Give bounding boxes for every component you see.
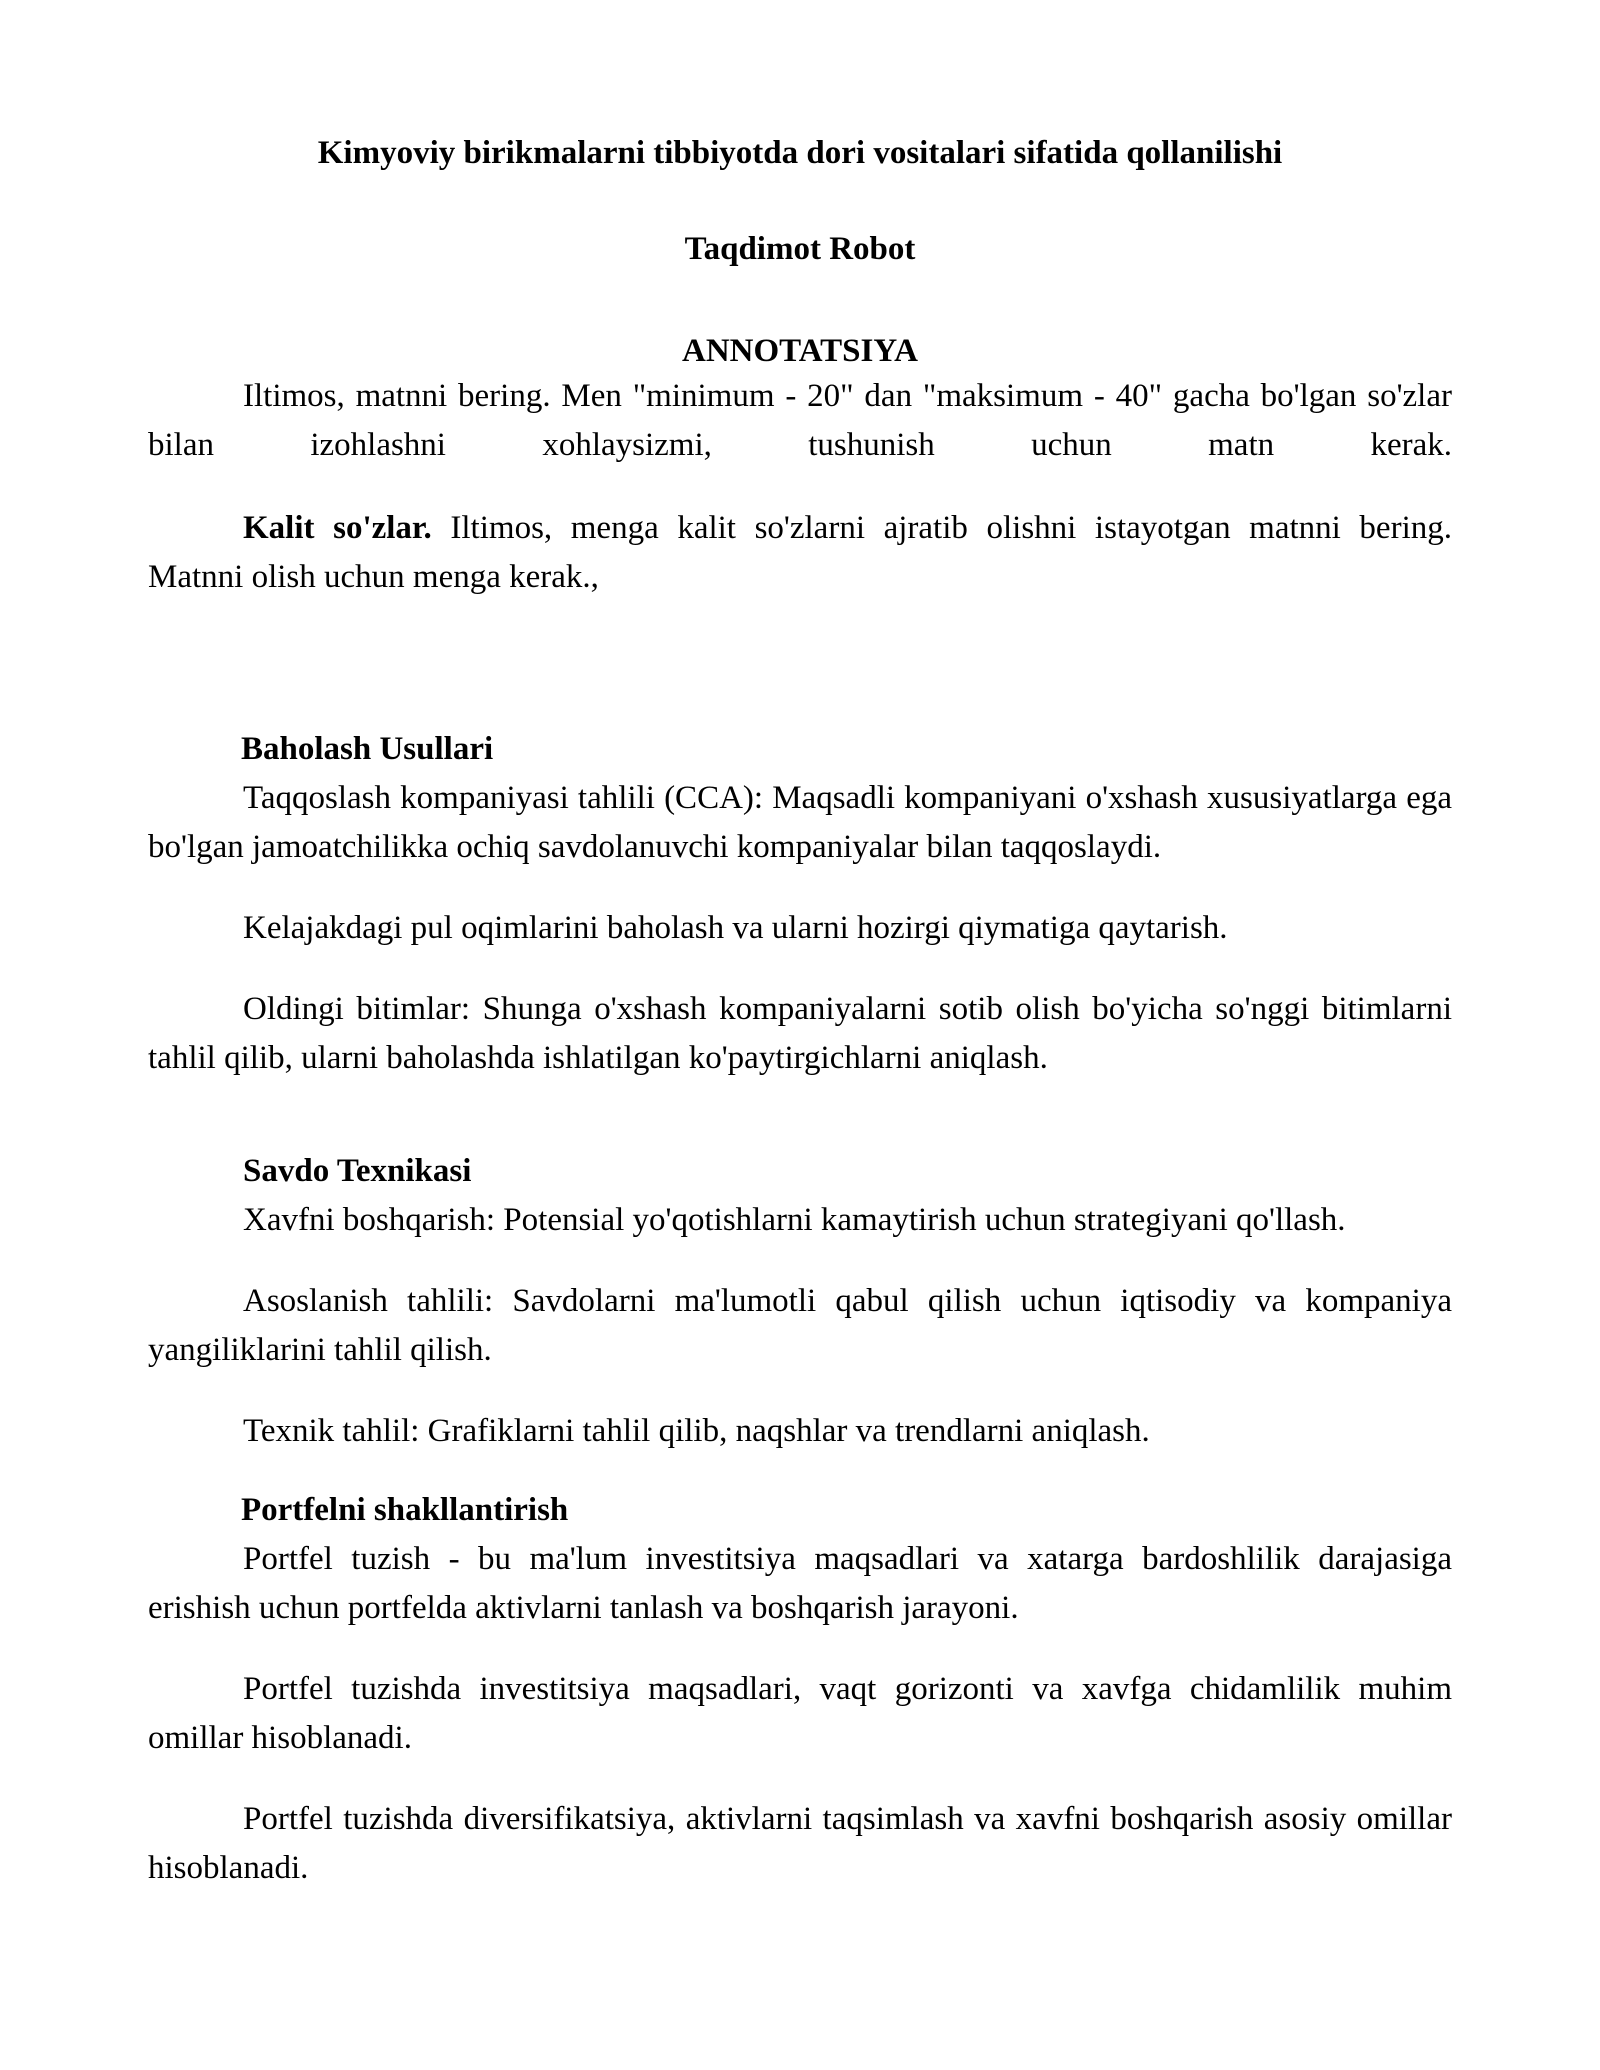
keywords-paragraph [148,504,1452,602]
section-paragraph: Oldingi bitimlar: Shunga o'xshash kompaniyalarni sotib olish bo'yicha so'nggi bitimlarni tahlil qilib, ularni baholashda ishlatilgan ko'paytirgichlarni aniqlash. [148,990,1452,1076]
keywords-text: Iltimos, menga kalit so'zlarni ajratib olishni istayotgan matnni bering. Matnni olish uchun menga kerak., [148,509,1452,595]
section-paragraph: Kelajakdagi pul oqimlarini baholash va ularni hozirgi qiymatiga qaytarish. [243,909,1228,946]
section-paragraph: Texnik tahlil: Grafiklarni tahlil qilib, naqshlar va trendlarni aniqlash. [243,1412,1150,1449]
section-paragraph: Asoslanish tahlili: Savdolarni ma'lumotli qabul qilish uchun iqtisodiy va kompaniya yangiliklarini tahlil qilish. [148,1282,1452,1368]
section-paragraph: Portfel tuzishda diversifikatsiya, aktivlarni taqsimlash va xavfni boshqarish asosiy omillar hisoblanadi. [148,1800,1452,1886]
section-heading-baholash: Baholash Usullari [241,730,494,767]
annotation-heading: ANNOTATSIYA [682,333,918,370]
keywords-label: Kalit so'zlar. [243,509,432,546]
document-title: Kimyoviy birikmalarni tibbiyotda dori vositalari sifatida qollanilishi [317,135,1283,171]
section-paragraph: Xavfni boshqarish: Potensial yo'qotishlarni kamaytirish uchun strategiyani qo'llash. [243,1201,1346,1238]
annotation-text: Iltimos, matnni bering. Men "minimum - 20" dan "maksimum - 40" gacha bo'lgan so'zlar bilan izohlashni xohlaysizmi, tushunish uchun matn kerak. [148,377,1452,463]
section-heading-savdo: Savdo Texnikasi [243,1152,472,1189]
document-author: Taqdimot Robot [684,230,916,267]
section-paragraph: Portfel tuzishda investitsiya maqsadlari, vaqt gorizonti va xavfga chidamlilik muhim omillar hisoblanadi. [148,1670,1452,1756]
section-heading-portfel: Portfelni shakllantirish [241,1491,569,1528]
document-page [148,0,1452,1893]
section-paragraph: Taqqoslash kompaniyasi tahlili (CCA): Maqsadli kompaniyani o'xshash xususiyatlarga ega bo'lgan jamoatchilikka ochiq savdolanuvchi kompaniyalar bilan taqqoslaydi. [148,779,1452,865]
section-paragraph: Portfel tuzish - bu ma'lum investitsiya maqsadlari va xatarga bardoshlilik darajasiga erishish uchun portfelda aktivlarni tanlash va boshqarish jarayoni. [148,1540,1452,1626]
